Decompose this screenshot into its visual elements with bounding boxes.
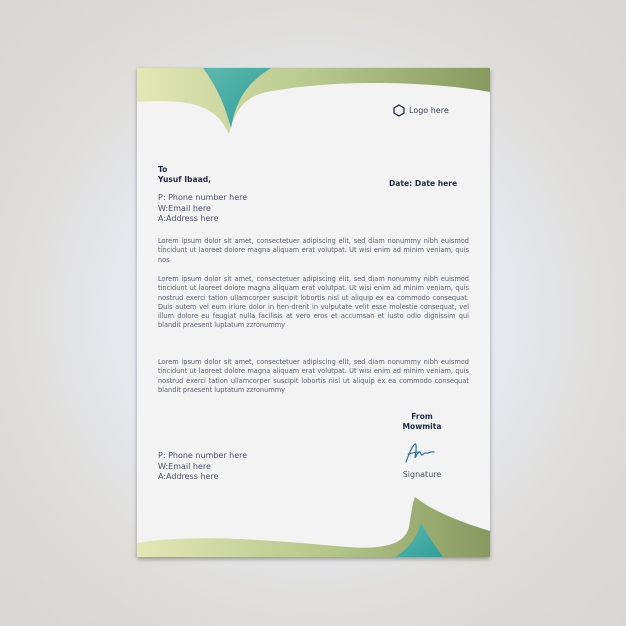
letterhead-page — [137, 68, 490, 557]
logo-text: Logo here — [409, 106, 449, 115]
recipient-phone: P: Phone number here — [158, 193, 248, 202]
signature-label: Signature — [402, 470, 442, 479]
sender-contact — [158, 451, 247, 483]
sender-name: Mowmita — [402, 422, 442, 431]
sender-address: A:Address here — [158, 472, 219, 481]
body-paragraph-2: Lorem ipsum dolor sit amet, consectetuer adipiscing elit, sed diam nonummy nibh euismod tincidunt ut laoreet dolore magna aliquam erat volutpat. Ut wisi enim ad minim veniam, quis nostrud exerci tation ullamcorper suscipit lobortis nisl ut aliquip ex ea commodo consequat. Duis autem vel eum iriure dolor in hen-drerit in vulputate velit esse molestie consequat, vel illum dolore eu feugiat nulla facilisis at vero eros et accumsan et iusto odio dignissim qui blandit praesent luptatum zzronummy — [158, 275, 469, 330]
body-paragraph-3: Lorem ipsum dolor sit amet, consectetuer adipiscing elit, sed diam nonummy nibh euismod tincidunt ut laoreet dolore magna aliquam erat volutpat. Ut wisi enim ad minim veniam, quis nostrud exerci tation ullamcorper suscipit lobortis nisl ut aliquip ex ea commodo consequat blandit praesent luptatum zzronummy — [158, 358, 469, 394]
letter-date: Date: Date here — [389, 179, 458, 188]
logo — [393, 104, 449, 117]
recipient-contact — [158, 193, 247, 225]
to-label: To — [158, 165, 168, 174]
recipient-email: W:Email here — [158, 203, 211, 213]
sender-block — [387, 412, 457, 432]
hexagon-logo-icon — [393, 104, 405, 117]
bottom-wave-decoration — [137, 497, 490, 557]
from-label: From — [411, 412, 433, 421]
sender-email: W:Email here — [158, 461, 211, 471]
recipient-address: A:Address here — [158, 214, 219, 223]
sender-phone: P: Phone number here — [158, 451, 248, 460]
body-paragraph-1: Lorem ipsum dolor sit amet, consectetuer adipiscing elit, sed diam nonummy nibh euismod tincidunt ut laoreet dolore magna aliquam erat volutpat. Ut wisi enim ad minim veniam, quis nos — [158, 237, 469, 264]
recipient-block — [158, 165, 211, 185]
recipient-name: Yusuf Ibaad, — [158, 175, 212, 184]
top-wave-decoration — [137, 68, 490, 138]
signature-scribble — [403, 440, 437, 466]
